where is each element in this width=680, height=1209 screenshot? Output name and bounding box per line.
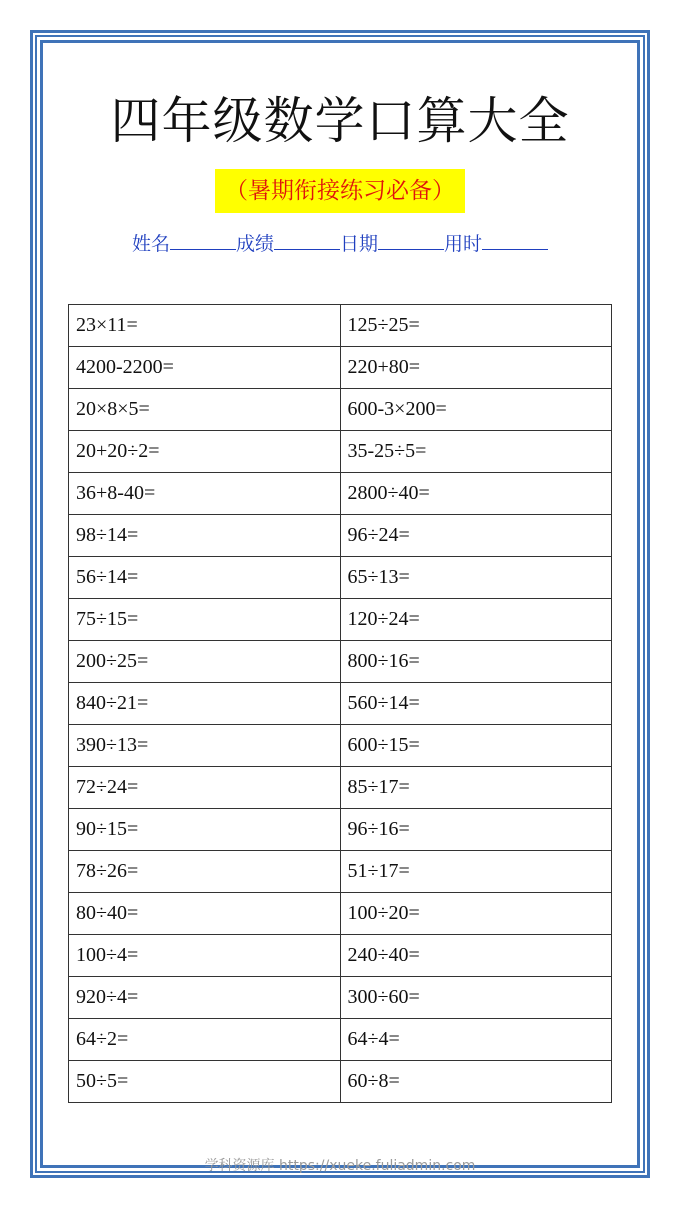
problem-cell: 90÷15=	[69, 809, 341, 851]
table-row	[69, 935, 612, 977]
table-row	[69, 977, 612, 1019]
table-row	[69, 515, 612, 557]
problem-cell: 2800÷40=	[340, 473, 612, 515]
worksheet-subtitle: （暑期衔接练习必备）	[215, 169, 465, 213]
problem-cell: 20+20÷2=	[69, 431, 341, 473]
date-blank[interactable]	[378, 230, 444, 250]
problem-cell: 20×8×5=	[69, 389, 341, 431]
problem-cell: 98÷14=	[69, 515, 341, 557]
subtitle-container	[0, 169, 680, 213]
problem-cell: 65÷13=	[340, 557, 612, 599]
table-row	[69, 347, 612, 389]
problem-cell: 200÷25=	[69, 641, 341, 683]
problem-cell: 100÷4=	[69, 935, 341, 977]
table-row	[69, 1061, 612, 1103]
table-row	[69, 473, 612, 515]
arithmetic-problems-table	[68, 304, 612, 1103]
table-row	[69, 767, 612, 809]
worksheet-title: 四年级数学口算大全	[110, 92, 570, 150]
table-row	[69, 851, 612, 893]
problem-cell: 920÷4=	[69, 977, 341, 1019]
name-blank[interactable]	[170, 230, 236, 250]
table-row	[69, 557, 612, 599]
problem-cell: 120÷24=	[340, 599, 612, 641]
problem-cell: 56÷14=	[69, 557, 341, 599]
problem-cell: 50÷5=	[69, 1061, 341, 1103]
table-row	[69, 641, 612, 683]
problem-cell: 240÷40=	[340, 935, 612, 977]
problem-cell: 100÷20=	[340, 893, 612, 935]
problem-cell: 800÷16=	[340, 641, 612, 683]
problem-cell: 600-3×200=	[340, 389, 612, 431]
table-row	[69, 893, 612, 935]
problem-cell: 64÷2=	[69, 1019, 341, 1061]
problem-cell: 4200-2200=	[69, 347, 341, 389]
table-row	[69, 683, 612, 725]
footer-watermark: 学科资源库 https://xueke.fuliadmin.com	[204, 1158, 476, 1174]
problem-cell: 220+80=	[340, 347, 612, 389]
problem-cell: 300÷60=	[340, 977, 612, 1019]
table-row	[69, 305, 612, 347]
problem-cell: 80÷40=	[69, 893, 341, 935]
time-blank[interactable]	[482, 230, 548, 250]
problem-cell: 96÷24=	[340, 515, 612, 557]
table-row	[69, 725, 612, 767]
problem-cell: 36+8-40=	[69, 473, 341, 515]
problem-cell: 75÷15=	[69, 599, 341, 641]
problem-cell: 78÷26=	[69, 851, 341, 893]
score-label: 成绩	[235, 233, 274, 255]
table-row	[69, 599, 612, 641]
problems-body	[69, 305, 612, 1103]
name-label: 姓名	[131, 233, 170, 255]
table-row	[69, 431, 612, 473]
problem-cell: 64÷4=	[340, 1019, 612, 1061]
problem-cell: 840÷21=	[69, 683, 341, 725]
problem-cell: 125÷25=	[340, 305, 612, 347]
time-label: 用时	[444, 233, 483, 255]
table-row	[69, 809, 612, 851]
date-label: 日期	[340, 233, 379, 255]
problem-cell: 51÷17=	[340, 851, 612, 893]
score-blank[interactable]	[274, 230, 340, 250]
student-info-line	[0, 229, 680, 259]
problem-cell: 35-25÷5=	[340, 431, 612, 473]
problem-cell: 23×11=	[69, 305, 341, 347]
problem-cell: 72÷24=	[69, 767, 341, 809]
problem-cell: 560÷14=	[340, 683, 612, 725]
problem-cell: 60÷8=	[340, 1061, 612, 1103]
problem-cell: 600÷15=	[340, 725, 612, 767]
problem-cell: 390÷13=	[69, 725, 341, 767]
problem-cell: 96÷16=	[340, 809, 612, 851]
problem-cell: 85÷17=	[340, 767, 612, 809]
table-row	[69, 389, 612, 431]
table-row	[69, 1019, 612, 1061]
